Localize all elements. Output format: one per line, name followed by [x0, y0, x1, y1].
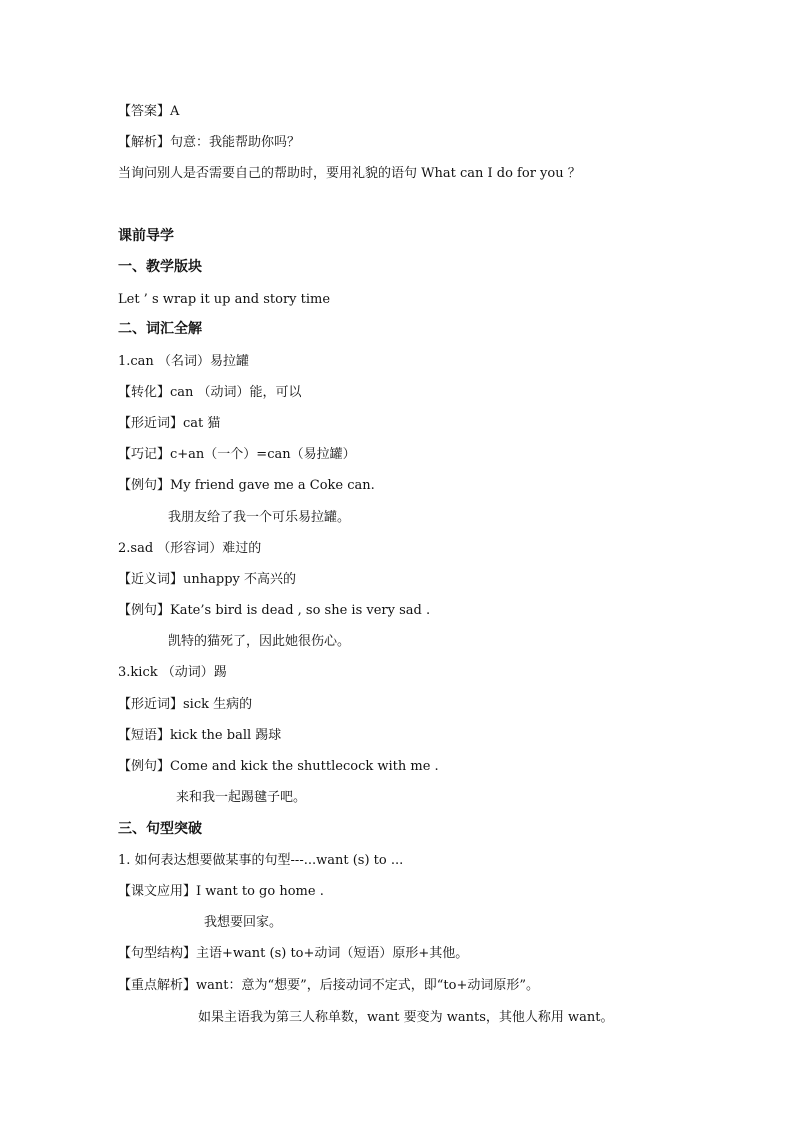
section-heading-pre-study: 课前导学: [118, 228, 174, 244]
vocab-can-similar: 【形近词】cat 猫: [118, 416, 221, 431]
sentence-pattern-1-key-analysis: 【重点解析】want：意为“想要”，后接动词不定式，即“to+动词原形”。: [118, 978, 540, 993]
sentence-pattern-1-structure: 【句型结构】主语+want (s) to+动词（短语）原形+其他。: [118, 946, 469, 961]
explanation-line: 当询问别人是否需要自己的帮助时，要用礼貌的语句 What can I do for you ？: [118, 166, 581, 181]
vocab-kick-phrase: 【短语】kick the ball 踢球: [118, 728, 282, 743]
section-heading-sentence-patterns: 三、句型突破: [118, 821, 202, 837]
sentence-pattern-1-application: 【课文应用】I want to go home .: [118, 884, 324, 899]
section-heading-vocabulary: 二、词汇全解: [118, 321, 202, 337]
vocab-can-example-cn: 我朋友给了我一个可乐易拉罐。: [168, 510, 351, 525]
vocab-sad-example: 【例句】Kate’s bird is dead , so she is very sad .: [118, 603, 431, 618]
sentence-pattern-1: 1. 如何表达想要做某事的句型---...want (s) to ...: [118, 853, 404, 868]
vocab-can-transform: 【转化】can （动词）能，可以: [118, 385, 302, 400]
answer-line: 【答案】A: [118, 104, 180, 119]
sentence-pattern-1-key-analysis-cont: 如果主语我为第三人称单数，want 要变为 wants，其他人称用 want。: [198, 1010, 614, 1025]
analysis-line: 【解析】句意：我能帮助你吗？: [118, 135, 301, 150]
vocab-sad: 2.sad （形容词）难过的: [118, 541, 262, 556]
vocab-sad-synonym: 【近义词】unhappy 不高兴的: [118, 572, 296, 587]
sentence-pattern-1-application-cn: 我想要回家。: [204, 915, 283, 930]
vocab-kick-similar: 【形近词】sick 生病的: [118, 697, 253, 712]
vocab-kick-example-cn: 来和我一起踢毽子吧。: [176, 790, 307, 805]
vocab-kick-example: 【例句】Come and kick the shuttlecock with me .: [118, 759, 439, 774]
section-heading-teaching-block: 一、教学版块: [118, 259, 202, 275]
teaching-block-text: Let ’ s wrap it up and story time: [118, 292, 331, 307]
vocab-can-memo: 【巧记】c+an（一个）=can（易拉罐）: [118, 447, 356, 462]
vocab-can-example: 【例句】My friend gave me a Coke can.: [118, 478, 375, 493]
vocab-sad-example-cn: 凯特的猫死了，因此她很伤心。: [168, 634, 351, 649]
vocab-can: 1.can （名词）易拉罐: [118, 354, 249, 369]
vocab-kick: 3.kick （动词）踢: [118, 665, 227, 680]
